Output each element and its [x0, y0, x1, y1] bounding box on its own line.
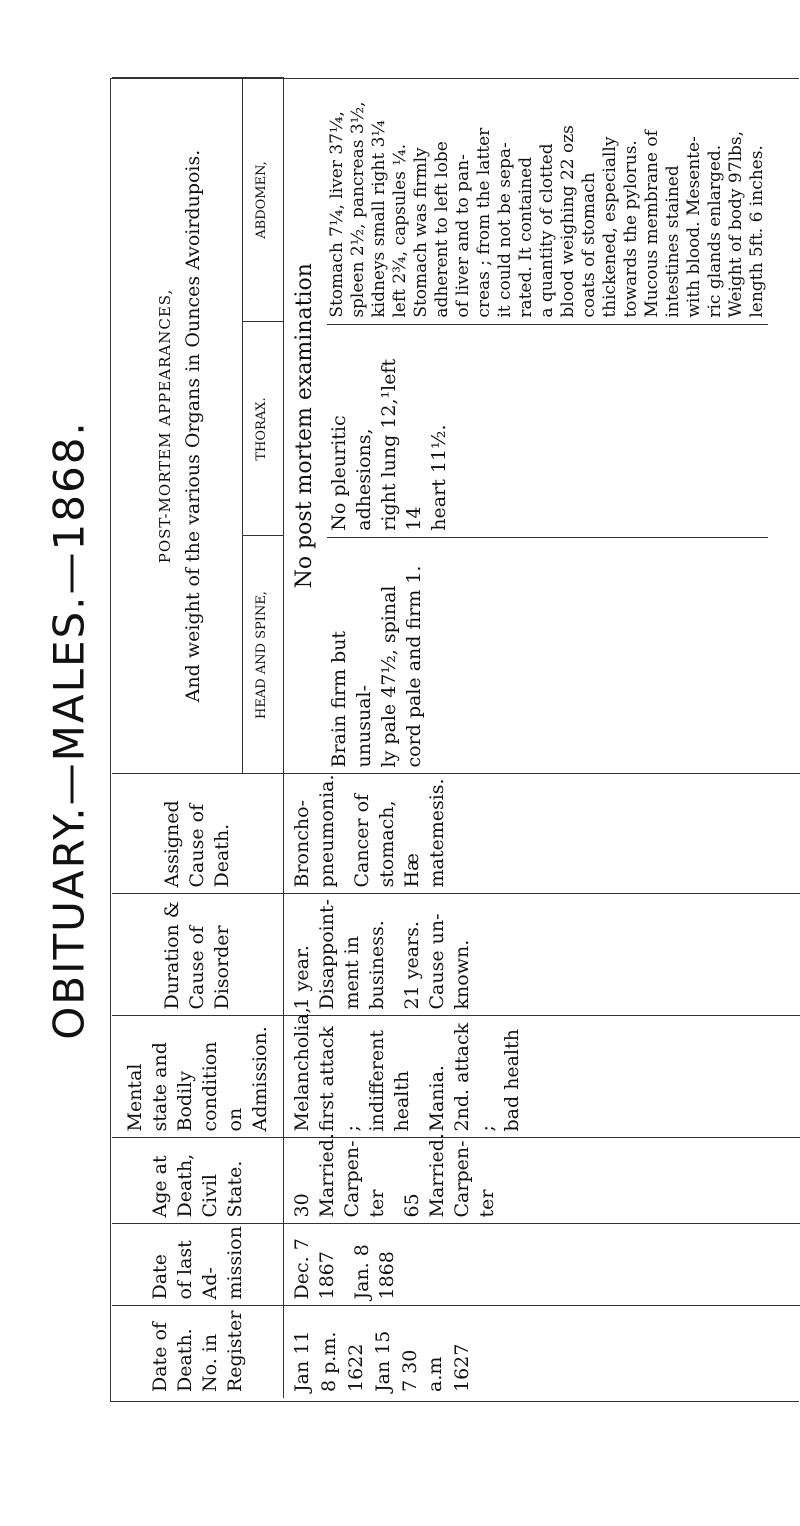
text-line: coats of stomach [579, 172, 599, 318]
text-line: Brain firm but unusual- [328, 630, 375, 768]
text-line: cord pale and firm 1. [403, 565, 425, 768]
text-line: Mucous membrane of [642, 130, 662, 318]
col-header-duration: Duration & Cause of Disorder [112, 894, 284, 1016]
cell-duration [284, 894, 800, 1016]
text-line: Jan 11 [291, 1330, 313, 1392]
text-line: towards the pylorus. [621, 140, 641, 318]
cell-abdomen [327, 78, 768, 324]
text-line: 8 p.m. [318, 1331, 340, 1392]
cell-mental-state [284, 1007, 800, 1138]
text-line: Married. [316, 1133, 338, 1218]
page-title-text: OBITUARY.—MALES.—1868. [44, 420, 94, 1040]
text-line: Carpen- [451, 1140, 473, 1218]
text-line: Jan 15 [372, 1330, 394, 1392]
text-line: ly pale 47½, spinal [378, 585, 400, 768]
table-row [284, 78, 800, 1398]
text-line: 1 year. [291, 945, 313, 1010]
text-line: ter [366, 1189, 388, 1218]
cell-thorax [327, 324, 768, 537]
text-line: Melancholia, [291, 1007, 313, 1132]
text-line: bad health [501, 1029, 523, 1132]
text-line: Mania. [426, 1065, 448, 1132]
obituary-table-rotated [112, 78, 800, 1398]
cell-cause-of-death [284, 774, 800, 894]
text-line: Dec. 7 [291, 1238, 313, 1300]
text-line: 30 [291, 1193, 313, 1218]
text-line: 65 [401, 1193, 423, 1218]
cell-date-admission [284, 1224, 800, 1306]
col-header-abdomen: ABDOMEN, [243, 78, 284, 322]
text-line: thickened, especially [600, 136, 620, 318]
text-line: Carpen- [341, 1140, 363, 1218]
text-line: with blood. Mesente- [684, 136, 704, 318]
text-line: rated. It contained [516, 156, 536, 318]
no-examination-note: No post mortem examination [292, 263, 317, 589]
text-line: Disappoint- [316, 898, 338, 1010]
page-title [40, 300, 98, 1160]
text-line: ter [476, 1189, 498, 1218]
text-line: it could not be sepa- [495, 142, 515, 318]
text-line: 1867 [316, 1251, 338, 1300]
text-line: heart 11½. [428, 424, 450, 531]
text-line: Weight of body 97lbs, [726, 131, 746, 318]
text-line: ment in [341, 936, 363, 1010]
post-mortem-subtitle: And weight of the various Organs in Ounces Avoirdupois. [181, 149, 204, 703]
text-line: blood weighing 22 ozs [558, 125, 578, 318]
text-line: a quantity of clotted [537, 143, 557, 318]
text-line: No pleuritic adhesions, [328, 415, 375, 531]
text-line: 2nd. attack ; [451, 1022, 498, 1132]
col-header-age: Age at Death, Civil State. [112, 1138, 284, 1224]
text-line: stomach, Hæ [376, 800, 423, 888]
text-line: of liver and to pan- [453, 154, 473, 318]
cell-head-spine [327, 537, 768, 774]
text-line: first attack ; [316, 1026, 363, 1132]
col-header-date-death: Date of Death. No. in Register [112, 1306, 284, 1398]
col-header-head: HEAD AND SPINE, [243, 536, 284, 774]
col-header-date-admission: Date of last Ad-mission [112, 1224, 284, 1306]
text-line: right lung 12,¹left 14 [378, 358, 425, 531]
text-line: business. [366, 920, 388, 1010]
text-line: matemesis. [426, 778, 448, 888]
text-line: Broncho- [291, 800, 313, 888]
text-line: Stomach 7¼, liver 37¼, [327, 111, 347, 318]
text-line: health [391, 1070, 413, 1132]
cell-age [284, 1133, 800, 1224]
obituary-table [112, 77, 800, 1398]
cell-post-mortem [284, 78, 800, 774]
text-line: Jan. 8 [351, 1244, 373, 1300]
text-line: 7 30 a.m [399, 1349, 446, 1392]
text-line: Married. [426, 1133, 448, 1218]
text-line: creas ; from the latter [474, 127, 494, 318]
text-line: 1627 [451, 1343, 473, 1392]
text-line: known. [451, 939, 473, 1010]
text-line: indifferent [366, 1030, 388, 1132]
col-header-mental: Mental state and Bodily condition on Admission. [112, 1016, 284, 1138]
text-line: 21 years. [401, 921, 423, 1010]
text-line: intestines stained [663, 165, 683, 318]
text-line: 1622 [345, 1343, 367, 1392]
text-line: spleen 2½, pancreas 3½, [348, 101, 368, 318]
text-line: kidneys small right 3¼ [369, 120, 389, 318]
text-line: pneumonia. [316, 774, 338, 888]
text-line: length 5ft. 6 inches. [747, 145, 767, 318]
text-line: Stomach was firmly [411, 147, 431, 318]
text-line: 1868 [376, 1251, 398, 1300]
text-line: left 2¾, capsules ¼. [390, 143, 410, 318]
col-header-cause: Assigned Cause of Death. [112, 774, 284, 894]
text-line: Cause un- [426, 913, 448, 1010]
text-line: adherent to left lobe [432, 141, 452, 318]
post-mortem-title: POST-MORTEM APPEARANCES, [155, 288, 174, 564]
col-header-thorax: THORAX. [243, 322, 284, 536]
text-line: Cancer of [351, 793, 373, 888]
text-line: ric glands enlarged. [705, 144, 725, 318]
cell-date-death [284, 1306, 800, 1398]
col-header-post-mortem [112, 78, 243, 774]
header-row [112, 78, 243, 1398]
